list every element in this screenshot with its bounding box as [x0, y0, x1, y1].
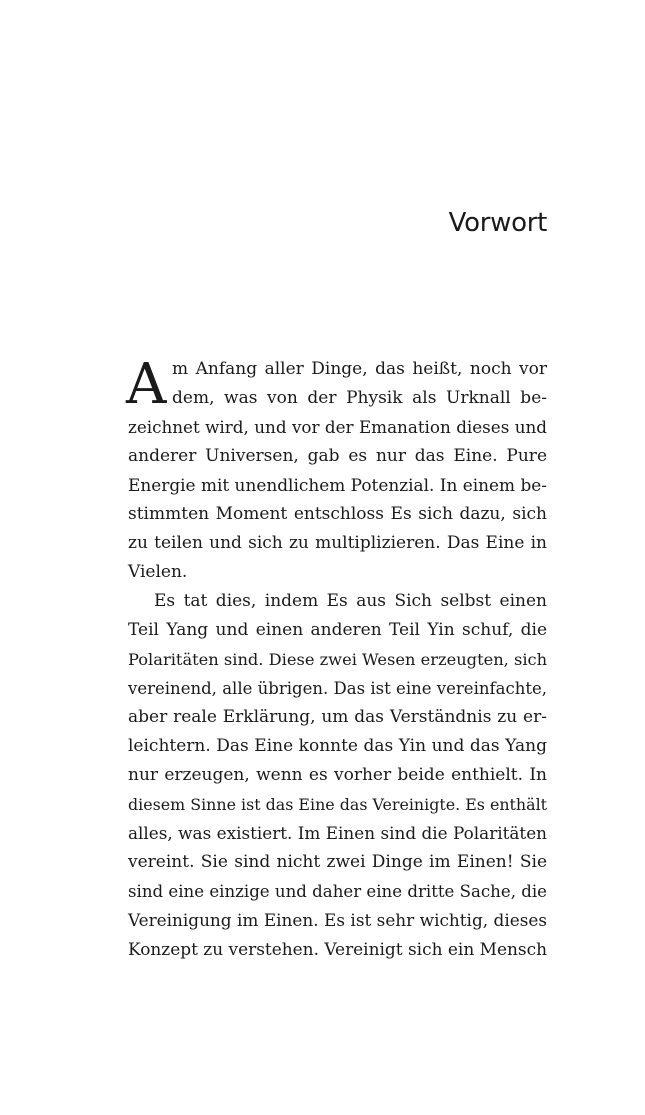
text-line: Es tat dies, indem Es aus Sich selbst einen [154, 591, 547, 611]
paragraph-1 [126, 352, 547, 587]
text-line: Konzept zu verstehen. Vereinigt sich ein Mensch [128, 939, 547, 959]
text-line: aber reale Erklärung, um das Verständnis zu er- [128, 707, 547, 727]
text-line: diesem Sinne ist das Eine das Vereinigte. Es enthält [128, 795, 548, 814]
text-line: dem, was von der Physik als Urknall be- [172, 388, 547, 408]
chapter-title: Vorwort [448, 208, 547, 238]
text-line: alles, was existiert. Im Einen sind die Polaritäten [128, 823, 547, 843]
text-line: leichtern. Das Eine konnte das Yin und das Yang [128, 736, 547, 756]
text-line: vereint. Sie sind nicht zwei Dinge im Einen! Sie [128, 852, 547, 872]
text-line: Energie mit unendlichem Potenzial. In einem be- [128, 475, 547, 495]
text-line: stimmten Moment entschloss Es sich dazu, sich [128, 504, 547, 524]
text-line: Vereinigung im Einen. Es ist sehr wichtig, dieses [128, 910, 547, 930]
text-line-content: m Anfang aller Dinge, das heißt, noch vor [172, 359, 547, 379]
drop-cap: A [126, 352, 167, 417]
chapter-body [126, 352, 548, 964]
paragraph-2 [128, 587, 547, 964]
text-line: Teil Yang und einen anderen Teil Yin schuf, die [128, 620, 547, 640]
text-line: zu teilen und sich zu multiplizieren. Das Eine in [128, 533, 547, 553]
text-line: zeichnet wird, und vor der Emanation dieses und [128, 417, 547, 437]
text-line: sind eine einzige und daher eine dritte Sache, die [128, 882, 547, 901]
text-line: anderer Universen, gab es nur das Eine. Pure [128, 446, 547, 466]
text-line: vereinend, alle übrigen. Das ist eine vereinfachte, [128, 679, 547, 698]
text-line: nur erzeugen, wenn es vorher beide enthielt. In [128, 765, 547, 785]
text-line: Polaritäten sind. Diese zwei Wesen erzeugten, sich [128, 650, 548, 669]
text-line: Vielen. [128, 562, 188, 582]
